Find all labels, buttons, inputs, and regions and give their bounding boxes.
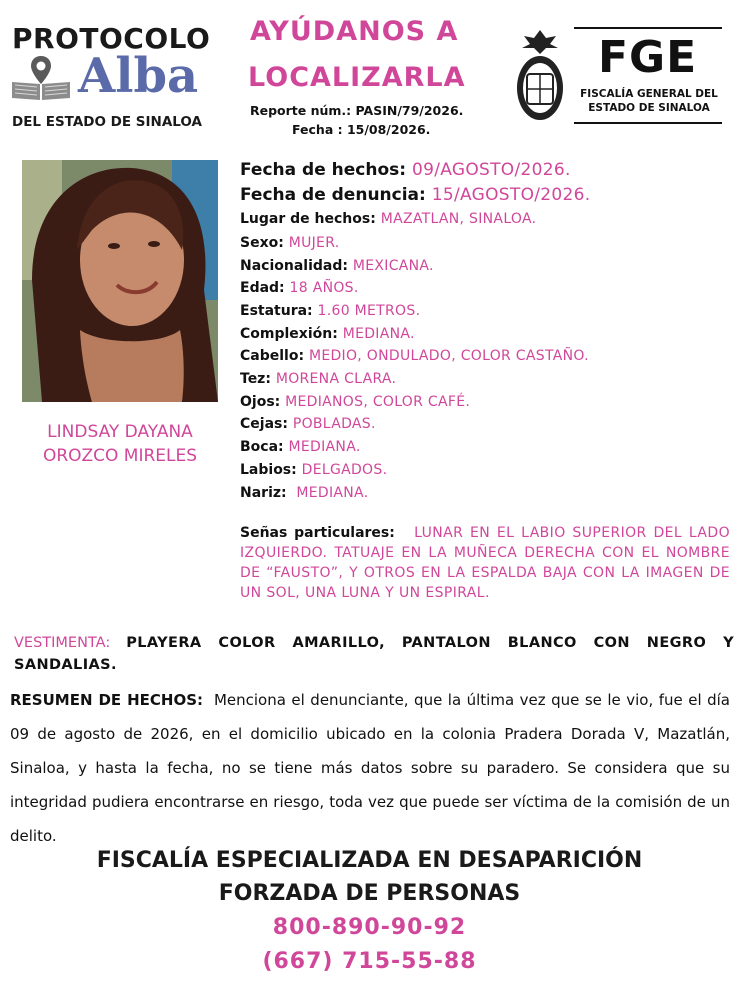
detail-label: Nacionalidad:	[240, 258, 348, 274]
agency-abbreviation: FGE	[598, 32, 698, 83]
detail-row	[240, 371, 396, 387]
phone-number-local: (667) 715-55-88	[262, 949, 477, 974]
detail-label: Nariz:	[240, 485, 287, 501]
detail-value: POBLADAS.	[292, 416, 376, 432]
detail-label: Fecha de denuncia:	[240, 185, 426, 205]
senas-value: LUNAR EN EL LABIO SUPERIOR DEL LADO IZQUIERDO. TATUAJE EN LA MUÑECA DERECHA CON EL NOMBRE DE “FAUSTO”, Y OTROS EN LA ESPALDA BAJA CON LA IMAGEN DE UN SOL, UNA LUNA Y UN ESPIRAL.	[240, 525, 730, 601]
detail-label: Tez:	[240, 371, 271, 387]
detail-value: MAZATLAN, SINALOA.	[380, 211, 537, 227]
detail-label: Fecha de hechos:	[240, 160, 407, 180]
detail-value: MEDIANA.	[288, 439, 361, 455]
logo-subtitle: DEL ESTADO DE SINALOA	[12, 114, 202, 130]
senas-label: Señas particulares:	[240, 525, 395, 541]
detail-value: 09/AGOSTO/2026.	[411, 160, 571, 180]
detail-row	[240, 258, 434, 274]
detail-row	[240, 185, 590, 205]
missing-person-photo	[22, 160, 218, 402]
divider-bottom	[574, 122, 722, 124]
detail-value: MUJER.	[288, 235, 340, 251]
detail-value: MEDIANOS, COLOR CAFÉ.	[285, 394, 471, 410]
distinguishing-marks	[240, 523, 730, 603]
report-number: Reporte núm.: PASIN/79/2026.	[250, 103, 464, 118]
detail-value: 15/AGOSTO/2026.	[431, 185, 591, 205]
headline-line1: AYÚDANOS A	[250, 16, 459, 47]
detail-row	[240, 160, 571, 180]
detail-row	[240, 462, 387, 478]
person-name-line2: OROZCO MIRELES	[42, 446, 198, 466]
logo-protocolo-text: PROTOCOLO	[12, 22, 211, 55]
detail-row	[240, 235, 339, 251]
agency-name-line1: FISCALÍA GENERAL DEL	[580, 88, 718, 100]
detail-label: Edad:	[240, 280, 285, 296]
phone-number-tollfree: 800-890-90-92	[272, 915, 467, 940]
detail-label: Lugar de hechos:	[240, 211, 376, 227]
case-summary	[10, 683, 730, 853]
logo-alba-text: Alba	[78, 48, 199, 104]
open-book-icon	[10, 78, 72, 102]
detail-label: Cabello:	[240, 348, 305, 364]
detail-row	[240, 416, 376, 432]
resumen-text: Menciona el denunciante, que la última vez que se le vio, fue el día 09 de agosto de 2026, en el domicilio ubicado en la colonia Pradera Dorada V, Mazatlán, Sinaloa, y hasta la fecha, no se tiene más datos sobre su paradero. Se considera que su integridad pudiera encontrarse en riesgo, toda vez que puede ser víctima de la comisión de un delito.	[10, 691, 730, 845]
detail-label: Cejas:	[240, 416, 288, 432]
detail-row	[240, 348, 589, 364]
report-date: Fecha : 15/08/2026.	[292, 122, 431, 137]
detail-value: MEDIO, ONDULADO, COLOR CASTAÑO.	[308, 348, 589, 364]
detail-label: Boca:	[240, 439, 284, 455]
vestimenta-value: PLAYERA COLOR AMARILLO, PANTALON BLANCO CON NEGRO Y SANDALIAS.	[14, 635, 734, 673]
detail-label: Ojos:	[240, 394, 281, 410]
detail-value: DELGADOS.	[301, 462, 388, 478]
detail-value: 18 AÑOS.	[289, 280, 359, 296]
detail-row	[240, 326, 415, 342]
detail-value: MEDIANA.	[342, 326, 415, 342]
footer-agency-line1: FISCALÍA ESPECIALIZADA EN DESAPARICIÓN	[96, 848, 643, 873]
resumen-label: RESUMEN DE HECHOS:	[10, 691, 203, 709]
agency-name-line2: ESTADO DE SINALOA	[588, 102, 710, 114]
detail-label: Sexo:	[240, 235, 284, 251]
divider-top	[574, 27, 722, 29]
detail-value: MEXICANA.	[352, 258, 434, 274]
state-seal-icon	[514, 28, 566, 124]
clothing	[14, 632, 734, 676]
detail-row	[240, 280, 359, 296]
detail-label: Labios:	[240, 462, 297, 478]
detail-value: MORENA CLARA.	[275, 371, 397, 387]
detail-label: Complexión:	[240, 326, 338, 342]
footer-agency-line2: FORZADA DE PERSONAS	[218, 881, 521, 906]
detail-row	[240, 394, 470, 410]
vestimenta-label: VESTIMENTA:	[14, 635, 111, 651]
detail-label: Estatura:	[240, 303, 313, 319]
detail-row	[240, 439, 361, 455]
detail-value: MEDIANA.	[296, 485, 369, 501]
detail-value: 1.60 METROS.	[317, 303, 421, 319]
headline-line2: LOCALIZARLA	[248, 62, 466, 93]
detail-row	[240, 303, 420, 319]
detail-row	[240, 485, 368, 501]
detail-row	[240, 211, 536, 227]
person-name-line1: LINDSAY DAYANA	[47, 422, 193, 442]
